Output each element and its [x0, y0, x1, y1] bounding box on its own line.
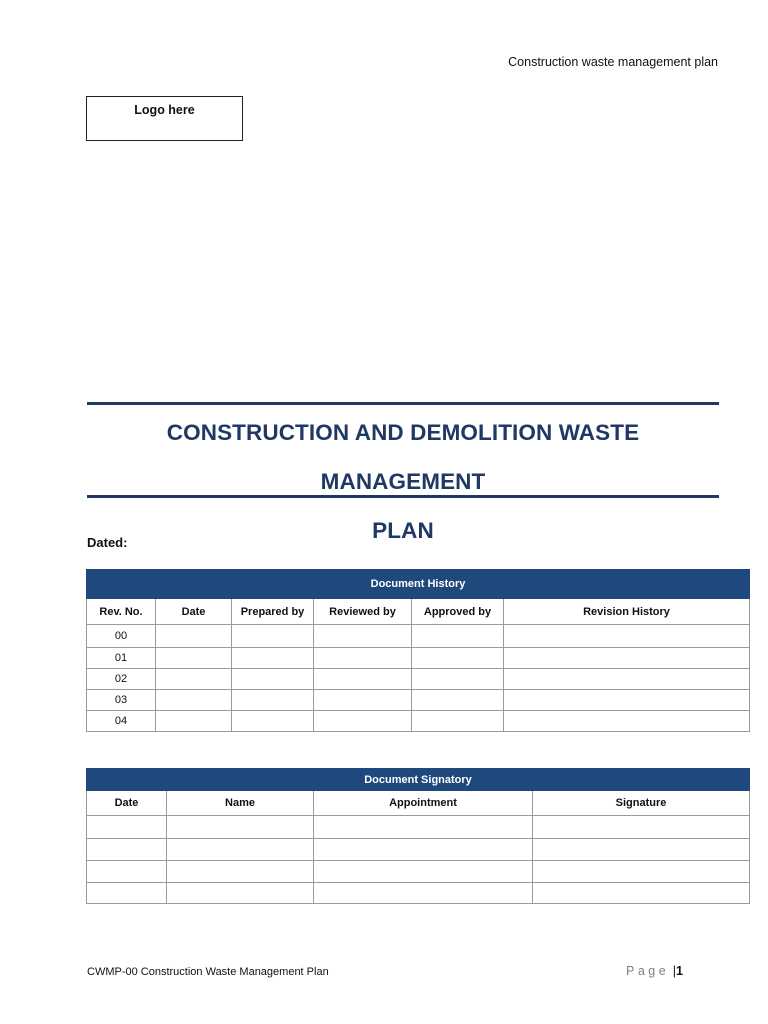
document-signatory-title: Document Signatory — [87, 769, 750, 791]
table-cell[interactable] — [314, 816, 533, 839]
footer-page-number: 1 — [675, 964, 683, 978]
table-cell[interactable] — [156, 669, 232, 690]
document-title — [87, 408, 719, 555]
table-cell[interactable]: 00 — [87, 625, 156, 648]
table-cell[interactable] — [314, 861, 533, 883]
table-cell[interactable] — [412, 690, 504, 711]
table-row — [87, 690, 750, 711]
table-cell[interactable] — [412, 625, 504, 648]
running-header: Construction waste management plan — [508, 55, 718, 69]
table-cell[interactable] — [533, 839, 750, 861]
column-header: Approved by — [412, 599, 504, 625]
title-bottom-rule — [87, 495, 719, 498]
footer-document-reference: CWMP-00 Construction Waste Management Plan — [87, 966, 329, 978]
column-header: Revision History — [504, 599, 750, 625]
table-cell[interactable] — [232, 648, 314, 669]
table-cell[interactable] — [504, 625, 750, 648]
column-header: Name — [167, 791, 314, 816]
column-header: Signature — [533, 791, 750, 816]
table-cell[interactable] — [504, 648, 750, 669]
table-cell[interactable]: 02 — [87, 669, 156, 690]
column-header: Rev. No. — [87, 599, 156, 625]
column-header: Prepared by — [232, 599, 314, 625]
table-cell[interactable] — [412, 669, 504, 690]
table-cell[interactable] — [314, 690, 412, 711]
table-cell[interactable] — [167, 816, 314, 839]
table-cell[interactable] — [412, 648, 504, 669]
table-cell[interactable] — [167, 861, 314, 883]
column-header: Date — [87, 791, 167, 816]
table-cell[interactable] — [314, 883, 533, 904]
table-cell[interactable] — [314, 839, 533, 861]
table-cell[interactable] — [156, 648, 232, 669]
table-row — [87, 648, 750, 669]
table-cell[interactable] — [87, 883, 167, 904]
table-row — [87, 625, 750, 648]
table-cell[interactable] — [87, 816, 167, 839]
table-cell[interactable]: 01 — [87, 648, 156, 669]
document-history-title: Document History — [87, 570, 750, 599]
table-cell[interactable] — [232, 690, 314, 711]
table-cell[interactable] — [314, 648, 412, 669]
dated-label: Dated: — [87, 535, 128, 550]
column-header: Reviewed by — [314, 599, 412, 625]
table-cell[interactable] — [504, 669, 750, 690]
table-cell[interactable] — [533, 883, 750, 904]
column-header: Date — [156, 599, 232, 625]
table-cell[interactable] — [156, 625, 232, 648]
table-row — [87, 816, 750, 839]
footer-page-word: Page — [626, 964, 670, 978]
table-cell[interactable] — [87, 861, 167, 883]
table-cell[interactable] — [156, 711, 232, 732]
table-cell[interactable] — [314, 669, 412, 690]
footer-page-indicator — [626, 964, 683, 978]
table-cell[interactable]: 03 — [87, 690, 156, 711]
table-row — [87, 711, 750, 732]
table-cell[interactable] — [504, 711, 750, 732]
table-cell[interactable] — [504, 690, 750, 711]
table-cell[interactable] — [156, 690, 232, 711]
table-cell[interactable] — [232, 625, 314, 648]
document-title-line-1: CONSTRUCTION AND DEMOLITION WASTE MANAGEMENT — [166, 420, 640, 494]
table-row — [87, 861, 750, 883]
footer-separator: | — [672, 964, 676, 978]
table-cell[interactable] — [167, 883, 314, 904]
logo-placeholder — [86, 96, 243, 141]
logo-placeholder-text: Logo here — [134, 103, 195, 117]
table-cell[interactable] — [87, 839, 167, 861]
table-cell[interactable]: 04 — [87, 711, 156, 732]
document-history-table — [86, 569, 750, 732]
table-row — [87, 839, 750, 861]
table-cell[interactable] — [314, 711, 412, 732]
table-cell[interactable] — [533, 861, 750, 883]
table-row — [87, 883, 750, 904]
table-cell[interactable] — [232, 669, 314, 690]
table-cell[interactable] — [232, 711, 314, 732]
column-header: Appointment — [314, 791, 533, 816]
table-row — [87, 669, 750, 690]
document-title-line-2: PLAN — [372, 518, 434, 543]
table-cell[interactable] — [412, 711, 504, 732]
table-cell[interactable] — [314, 625, 412, 648]
table-cell[interactable] — [167, 839, 314, 861]
title-top-rule — [87, 402, 719, 405]
document-signatory-table — [86, 768, 750, 904]
table-cell[interactable] — [533, 816, 750, 839]
